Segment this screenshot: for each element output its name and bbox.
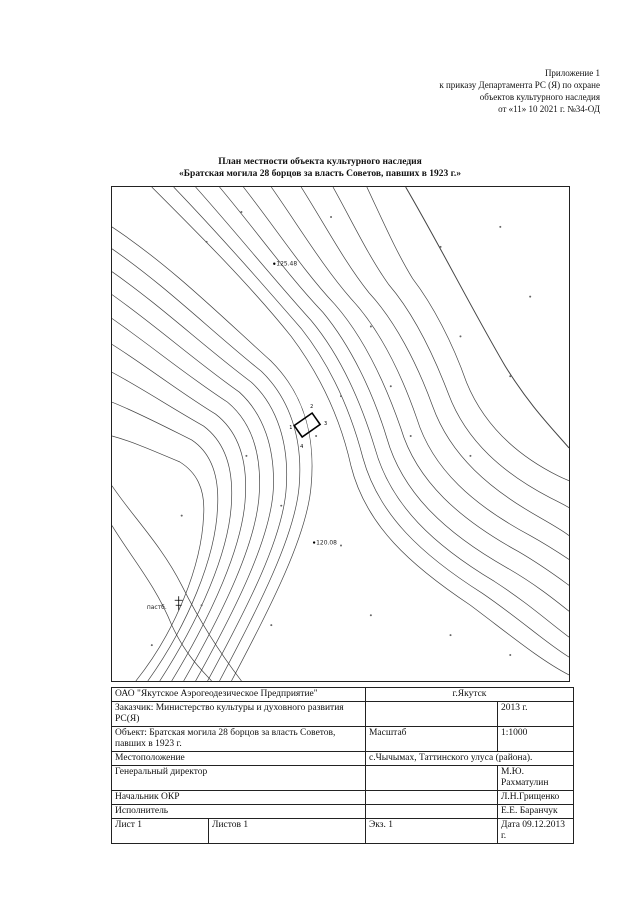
stamp-scale-value: 1:1000	[497, 727, 573, 752]
stamp-year: 2013 г.	[497, 702, 573, 727]
header-line-2: к приказу Департамента РС (Я) по охране	[439, 80, 600, 90]
vertex-label-3: 3	[324, 421, 328, 428]
stamp-location-value: с.Чычымах, Таттинского улуса (района).	[365, 752, 573, 766]
stamp-executor-name: Е.Е. Баранчук	[497, 805, 573, 819]
elevation-label-bottom: 120.08	[316, 539, 337, 547]
elevation-label-top: 125.48	[276, 260, 298, 268]
stamp-scale-label: Масштаб	[365, 727, 497, 752]
header-line-1: Приложение 1	[544, 68, 600, 78]
stamp-org: ОАО "Якутское Аэрогеодезическое Предприятие"	[112, 688, 366, 702]
stamp-customer: Заказчик: Министерство культуры и духовного развития РС(Я)	[112, 702, 366, 727]
vertex-label-4: 4	[300, 443, 304, 450]
pasture-symbol-icon	[175, 596, 183, 610]
document-header	[340, 67, 600, 115]
stamp-okr-name: Л.Н.Грищенко	[497, 791, 573, 805]
title-block	[111, 687, 574, 844]
contour-lines	[112, 187, 569, 681]
vertex-label-1: 1	[289, 425, 293, 432]
terrain-marks	[151, 211, 531, 656]
pasture-label: пастб.	[146, 604, 167, 612]
header-line-4: от «11» 10 2021 г. №34-ОД	[498, 104, 600, 114]
stamp-city: г.Якутск	[365, 688, 573, 702]
stamp-executor-label: Исполнитель	[112, 805, 366, 819]
topographic-map[interactable]	[111, 186, 570, 682]
stamp-object: Объект: Братская могила 28 борцов за власть Советов, павших в 1923 г.	[112, 727, 366, 752]
elevation-point-bottom	[313, 541, 315, 543]
header-line-3: объектов культурного наследия	[479, 92, 600, 102]
map-title-line-2: «Братская могила 28 борцов за власть Советов, павших в 1923 г.»	[179, 169, 461, 179]
stamp-okr-label: Начальник ОКР	[112, 791, 366, 805]
map-title	[0, 156, 640, 180]
stamp-sheets: Листов 1	[209, 819, 366, 844]
stamp-director-name: М.Ю. Рахматулин	[497, 766, 573, 791]
map-title-line-1: План местности объекта культурного наследия	[218, 157, 422, 167]
stamp-copy: Экз. 1	[365, 819, 497, 844]
vertex-label-2: 2	[310, 404, 314, 411]
stamp-director-label: Генеральный директор	[112, 766, 366, 791]
stamp-location-label: Местоположение	[112, 752, 366, 766]
elevation-point-top	[273, 263, 275, 265]
stamp-sheet: Лист 1	[112, 819, 209, 844]
stamp-date: Дата 09.12.2013 г.	[497, 819, 573, 844]
